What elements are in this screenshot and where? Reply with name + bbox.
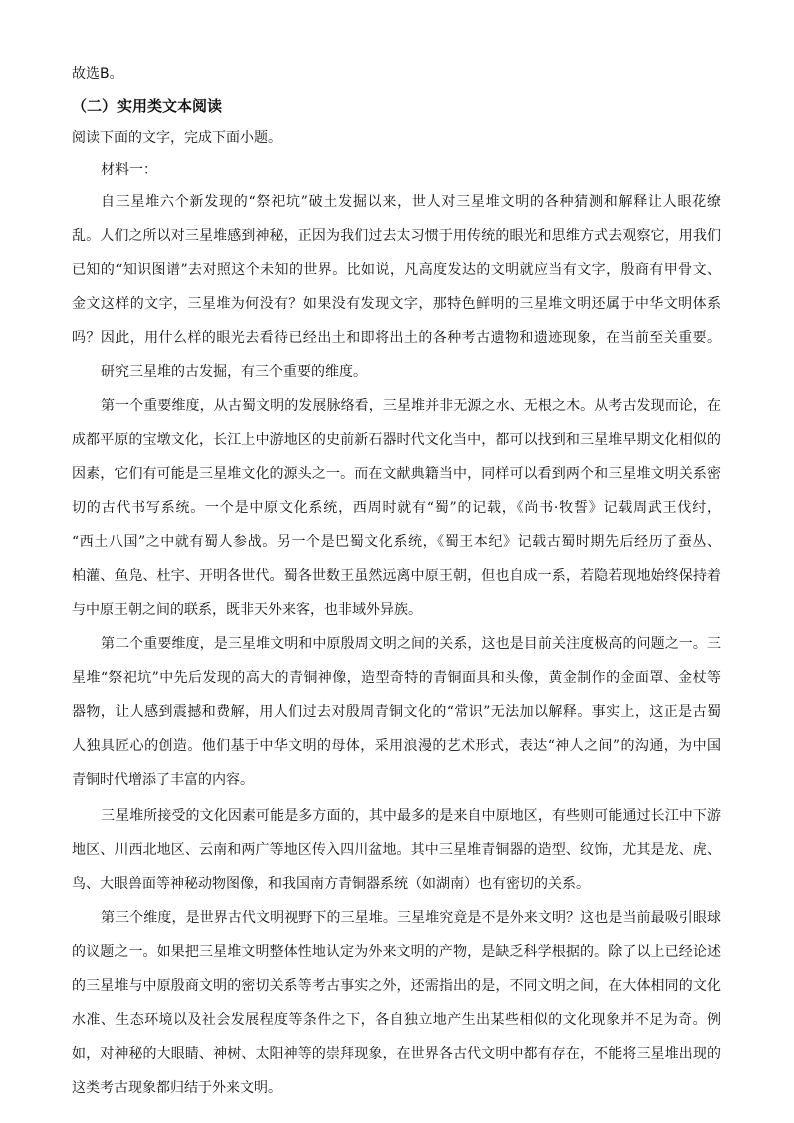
paragraph-line: 研究三星堆的古发掘，有三个重要的维度。 <box>101 364 367 380</box>
paragraph-line: 成都平原的宝墩文化，长江上中游地区的史前新石器时代文化当中，都可以找到和三星堆早期文化相似的 <box>72 432 721 448</box>
paragraph-line: 人独具匠心的创造。他们基于中华文明的母体，采用浪漫的艺术形式，表达“神人之间”的沟通，为中国 <box>72 738 721 754</box>
paragraph-line: 第一个重要维度，从古蜀文明的发展脉络看，三星堆并非无源之水、无根之木。从考古发现而论，在 <box>101 398 721 414</box>
paragraph-line: 如，对神秘的大眼睛、神树、太阳神等的崇拜现象，在世界各古代文明中都有存在，不能将三星堆出现的 <box>72 1046 721 1062</box>
paragraph-line: 青铜时代增添了丰富的内容。 <box>72 772 254 788</box>
paragraph-line: 乱。人们之所以对三星堆感到神秘，正因为我们过去太习惯于用传统的眼光和思维方式去观察它，用我们 <box>72 228 721 244</box>
paragraph-line: 地区、川西北地区、云南和两广等地区传入四川盆地。其中三星堆青铜器的造型、纹饰，尤其是龙、虎、 <box>72 842 721 858</box>
paragraph-line: 的三星堆与中原殷商文明的密切关系等考古事实之外，还需指出的是，不同文明之间，在大体相同的文化 <box>72 978 721 994</box>
paragraph-line: 因素，它们有可能是三星堆文化的源头之一。而在文献典籍当中，同样可以看到两个和三星堆文明关系密 <box>72 466 721 482</box>
section-heading: （二）实用类文本阅读 <box>72 97 223 115</box>
paragraph-line: 切的古代书写系统。一个是中原文化系统，西周时就有“蜀”的记载，《尚书·牧誓》记载周武王伐纣， <box>72 500 721 516</box>
paragraph-line: 柏灌、鱼凫、杜宇、开明各世代。蜀各世数王虽然远离中原王朝，但也自成一系，若隐若现地始终保持着 <box>72 568 721 584</box>
paragraph-line: 星堆“祭祀坑”中先后发现的高大的青铜神像，造型奇特的青铜面具和头像，黄金制作的金面罩、金杖等 <box>72 670 721 686</box>
paragraph-line: 器物，让人感到震撼和费解，用人们过去对殷周青铜文化的“常识”无法加以解释。事实上，这正是古蜀 <box>72 704 721 720</box>
paragraph-line: 第三个维度，是世界古代文明视野下的三星堆。三星堆究竟是不是外来文明？这也是当前最吸引眼球 <box>101 910 721 926</box>
paragraph-line: 这类考古现象都归结于外来文明。 <box>72 1080 282 1096</box>
paragraph-line: 第二个重要维度，是三星堆文明和中原殷周文明之间的关系，这也是目前关注度极高的问题之一。三 <box>101 636 721 652</box>
paragraph-line: 的议题之一。如果把三星堆文明整体性地认定为外来文明的产物，是缺乏科学根据的。除了以上已经论述 <box>72 944 721 960</box>
instruction-line: 阅读下面的文字，完成下面小题。 <box>72 130 282 146</box>
paragraph-line: 与中原王朝之间的联系，既非天外来客，也非域外异族。 <box>72 602 422 618</box>
paragraph-line: 吗？因此，用什么样的眼光去看待已经出土和即将出土的各种考古遗物和遗迹现象，在当前至关重要。 <box>72 330 721 346</box>
material-label: 材料一： <box>101 162 157 178</box>
paragraph-line: 鸟、大眼兽面等神秘动物图像，和我国南方青铜器系统（如湖南）也有密切的关系。 <box>72 876 590 892</box>
answer-line: 故选B。 <box>72 66 124 82</box>
paragraph-line: 已知的“知识图谱”去对照这个未知的世界。比如说，凡高度发达的文明就应当有文字，殷商有甲骨文、 <box>72 262 721 278</box>
paragraph-line: 金文这样的文字，三星堆为何没有？如果没有发现文字，那特色鲜明的三星堆文明还属于中华文明体系 <box>72 296 721 312</box>
paragraph-line: “西土八国”之中就有蜀人参战。另一个是巴蜀文化系统，《蜀王本纪》记载古蜀时期先后经历了蚕丛、 <box>72 534 721 550</box>
paragraph-line: 三星堆所接受的文化因素可能是多方面的，其中最多的是来自中原地区，有些则可能通过长江中下游 <box>101 808 721 824</box>
paragraph-line: 水准、生态环境以及社会发展程度等条件之下，各自独立地产生出某些相似的文化现象并不足为奇。例 <box>72 1012 721 1028</box>
paragraph-line: 自三星堆六个新发现的“祭祀坑”破土发掘以来，世人对三星堆文明的各种猜测和解释让人眼花缭 <box>101 194 721 210</box>
